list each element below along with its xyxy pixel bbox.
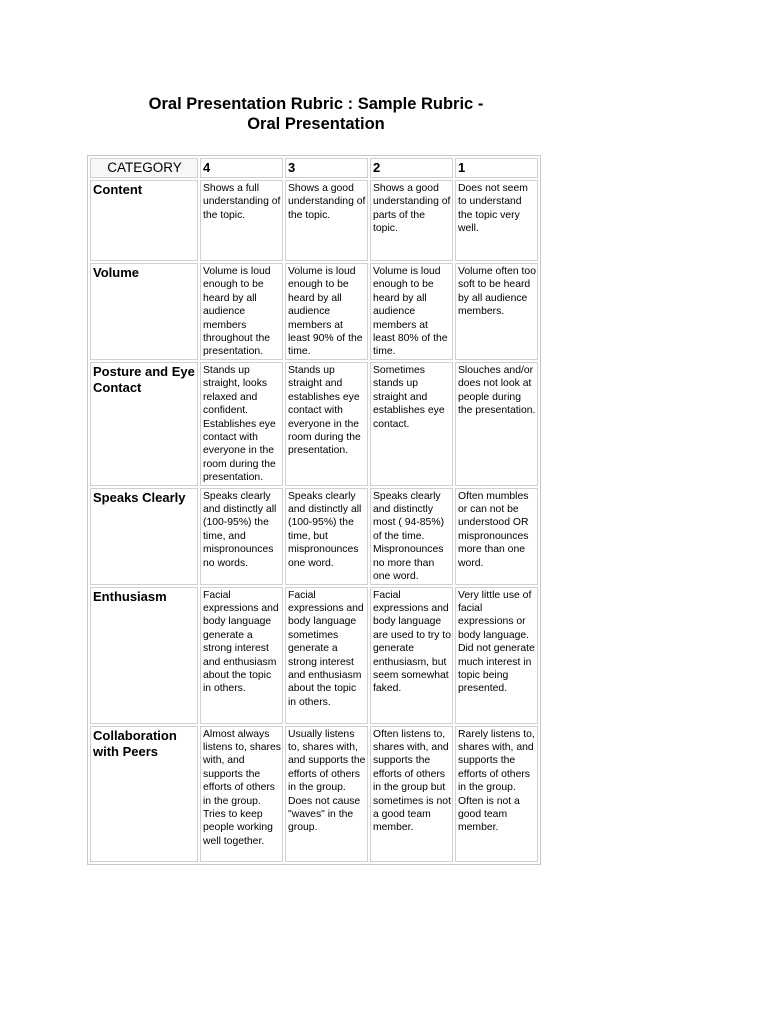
row-label-collaboration: Collaboration with Peers	[90, 726, 198, 862]
table-cell: Often mumbles or can not be understood OR mispronounces more than one word.	[455, 488, 538, 585]
row-label-enthusiasm: Enthusiasm	[90, 587, 198, 724]
table-cell: Volume often too soft to be heard by all audience members.	[455, 263, 538, 360]
table-cell: Shows a good understanding of parts of the topic.	[370, 180, 453, 261]
row-label-speaks-clearly: Speaks Clearly	[90, 488, 198, 585]
table-cell: Facial expressions and body language generate a strong interest and enthusiasm about the topic in others.	[200, 587, 283, 724]
header-score-3: 3	[285, 158, 368, 178]
table-cell: Facial expressions and body language sometimes generate a strong interest and enthusiasm about the topic in others.	[285, 587, 368, 724]
table-cell: Slouches and/or does not look at people during the presentation.	[455, 362, 538, 486]
table-cell: Volume is loud enough to be heard by all audience members at least 90% of the time.	[285, 263, 368, 360]
table-cell: Sometimes stands up straight and establishes eye contact.	[370, 362, 453, 486]
table-cell: Volume is loud enough to be heard by all audience members throughout the presentation.	[200, 263, 283, 360]
table-cell: Stands up straight and establishes eye contact with everyone in the room during the presentation.	[285, 362, 368, 486]
table-row	[90, 587, 538, 724]
row-label-posture: Posture and Eye Contact	[90, 362, 198, 486]
table-cell: Speaks clearly and distinctly all (100-95%) the time, and mispronounces no words.	[200, 488, 283, 585]
table-row	[90, 263, 538, 360]
table-cell: Rarely listens to, shares with, and supports the efforts of others in the group. Often is not a good team member.	[455, 726, 538, 862]
header-score-1: 1	[455, 158, 538, 178]
table-cell: Facial expressions and body language are used to try to generate enthusiasm, but seem somewhat faked.	[370, 587, 453, 724]
table-cell: Often listens to, shares with, and supports the efforts of others in the group but sometimes is not a good team member.	[370, 726, 453, 862]
table-cell: Very little use of facial expressions or body language. Did not generate much interest in topic being presented.	[455, 587, 538, 724]
table-cell: Does not seem to understand the topic very well.	[455, 180, 538, 261]
table-cell: Stands up straight, looks relaxed and confident. Establishes eye contact with everyone in the room during the presentation.	[200, 362, 283, 486]
table-cell: Speaks clearly and distinctly most ( 94-85%) of the time. Mispronounces no more than one word.	[370, 488, 453, 585]
table-row	[90, 726, 538, 862]
header-category: CATEGORY	[90, 158, 198, 178]
table-cell: Speaks clearly and distinctly all (100-95%) the time, but mispronounces one word.	[285, 488, 368, 585]
table-cell: Usually listens to, shares with, and supports the efforts of others in the group. Does not cause "waves" in the group.	[285, 726, 368, 862]
table-row	[90, 362, 538, 486]
table-cell: Shows a full understanding of the topic.	[200, 180, 283, 261]
header-score-4: 4	[200, 158, 283, 178]
row-label-content: Content	[90, 180, 198, 261]
table-row	[90, 488, 538, 585]
table-cell: Volume is loud enough to be heard by all audience members at least 80% of the time.	[370, 263, 453, 360]
page-title	[86, 94, 546, 134]
header-score-2: 2	[370, 158, 453, 178]
title-line-1: Oral Presentation Rubric : Sample Rubric -	[148, 95, 484, 113]
table-cell: Almost always listens to, shares with, and supports the efforts of others in the group. Tries to keep people working well together.	[200, 726, 283, 862]
table-row	[90, 180, 538, 261]
rubric-table	[87, 155, 541, 865]
table-cell: Shows a good understanding of the topic.	[285, 180, 368, 261]
header-row	[90, 158, 538, 178]
row-label-volume: Volume	[90, 263, 198, 360]
title-line-2: Oral Presentation	[247, 115, 385, 133]
